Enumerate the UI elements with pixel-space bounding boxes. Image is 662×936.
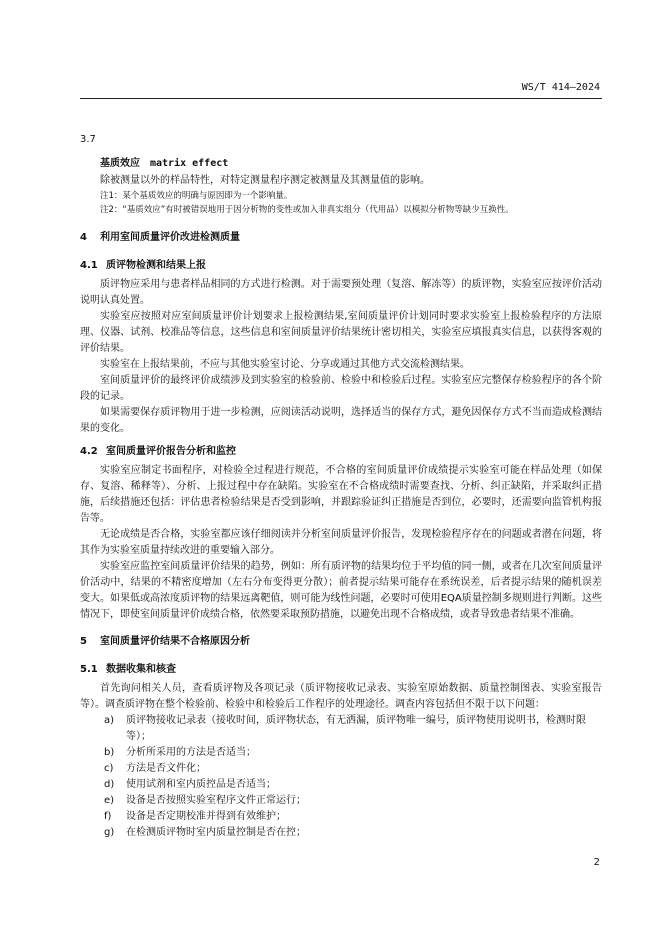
paragraph: 实验室应按照对应室间质量评价计划要求上报检测结果,室间质量评价计划同时要求实验室上报检验程序的方法原理、仪器、试剂、校准品等信息，这些信息和室间质量评价结果统计密切相关，实验室应填报真实信息，以获得客观的评价结果。	[80, 311, 602, 354]
list-item	[104, 777, 602, 793]
section-5-heading	[80, 635, 602, 649]
list-marker: d)	[104, 779, 115, 790]
section-4-heading	[80, 231, 602, 245]
section-4-title: 利用室间质量评价改进检测质量	[100, 232, 240, 243]
term-en: matrix effect	[150, 158, 229, 169]
term-cn: 基质效应	[100, 158, 140, 169]
section-5-1-number: 5.1	[80, 664, 98, 675]
paragraph: 实验室应监控室间质量评价结果的趋势，例如：所有质评物的结果均位于平均值的同一侧，或者在几次室间质量评价活动中，结果的不精密度增加（左右分布变得更分散）；前者提示结果可能存在系统误差，后者提示结果的随机误差变大。如果低或高浓度质评物的结果远离靶值，则可能为线性问题，必要时可使用EQA质量控制多规则进行判断。这些情况下，即使室间质量评价成绩合格，依然要采取预防措施，以避免出现不合格成绩，或者导致患者结果不准确。	[80, 561, 602, 620]
list-text: 分析所采用的方法是否适当；	[126, 747, 256, 758]
list-item	[104, 825, 602, 841]
paragraph: 实验室在上报结果前，不应与其他实验室讨论、分享或通过其他方式交流检测结果。	[100, 359, 470, 370]
section-4-1-title: 质评物检测和结果上报	[106, 260, 206, 271]
list-marker: f)	[104, 811, 112, 822]
term-note-2: 注2：“基质效应”有时被错误地用于因分析物的变性或加入非真实组分（代用品）以模拟分析物等缺少互换性。	[100, 205, 514, 215]
paragraph: 首先询问相关人员，查看质评物及各项记录（质评物接收记录表、实验室原始数据、质量控制图表、实验室报告等）。调查质评物在整个检验前、检验中和检验后工作程序的处理途径。调查内容包括但不限于以下问题：	[80, 683, 602, 710]
document-body	[80, 133, 602, 841]
list-marker: e)	[104, 795, 115, 806]
term-note-1: 注1：某个基质效应的明确与原因即为一个影响量。	[100, 191, 293, 201]
list-text: 质评物接收记录表（接收时间，质评物状态，有无洒漏，质评物唯一编号，质评物使用说明书，检测时限等）；	[126, 715, 586, 742]
term-definition: 除被测量以外的样品特性，对特定测量程序测定被测量及其测量值的影响。	[100, 175, 430, 186]
section-4-2-heading	[80, 445, 602, 459]
section-5-number: 5	[80, 636, 87, 647]
list-marker: c)	[104, 763, 114, 774]
paragraph: 如果需要保存质评物用于进一步检测，应阅读活动说明，选择适当的保存方式，避免因保存方式不当而造成检测结果的变化。	[80, 407, 602, 434]
section-4-2-title: 室间质量评价报告分析和监控	[106, 446, 236, 457]
page-number: 2	[593, 857, 600, 868]
section-5-title: 室间质量评价结果不合格原因分析	[100, 636, 250, 647]
standard-code: WS/T 414—2024	[521, 82, 600, 93]
section-4-1-number: 4.1	[80, 260, 98, 271]
list-marker: g)	[104, 827, 115, 838]
section-4-2-number: 4.2	[80, 446, 98, 457]
list-item	[104, 713, 602, 745]
paragraph: 无论成绩是否合格，实验室都应该仔细阅读并分析室间质量评价报告，发现检验程序存在的问题或者潜在问题，将其作为实验室质量持续改进的重要输入部分。	[80, 529, 602, 556]
list-text: 设备是否定期校准并得到有效维护；	[126, 811, 286, 822]
list-marker: b)	[104, 747, 115, 758]
list-text: 使用试剂和室内质控品是否适当；	[126, 779, 276, 790]
list-text: 设备是否按照实验室程序文件正常运行；	[126, 795, 306, 806]
list-marker: a)	[104, 715, 115, 726]
list-item	[104, 745, 602, 761]
paragraph: 实验室应制定书面程序，对检验全过程进行规范，不合格的室间质量评价成绩提示实验室可能在样品处理（如保存、复溶、稀释等）、分析、上报过程中存在缺陷。实验室在不合格成绩时需要查找、分析、纠正缺陷，并采取纠正措施，后续措施还包括：评估患者检验结果是否受到影响，并跟踪验证纠正措施是否到位，必要时，还需要向监管机构报告等。	[80, 465, 602, 524]
paragraph: 室间质量评价的最终评价成绩涉及到实验室的检验前、检验中和检验后过程。实验室应完整保存检验程序的各个阶段的记录。	[80, 375, 602, 402]
term-number: 3.7	[80, 134, 96, 145]
header-rule	[80, 98, 602, 99]
section-5-1-heading	[80, 663, 602, 677]
term-heading	[100, 157, 602, 171]
list-item	[104, 793, 602, 809]
list-text: 在检测质评物时室内质量控制是否在控；	[126, 827, 306, 838]
inspection-list	[80, 713, 602, 841]
list-item	[104, 809, 602, 825]
list-item	[104, 761, 602, 777]
section-4-number: 4	[80, 232, 87, 243]
section-5-1-title: 数据收集和核查	[106, 664, 176, 675]
list-text: 方法是否文件化；	[126, 763, 206, 774]
paragraph: 质评物应采用与患者样品相同的方式进行检测。对于需要预处理（复溶、解冻等）的质评物，实验室应按评价活动说明认真处置。	[80, 279, 602, 306]
section-4-1-heading	[80, 259, 602, 273]
